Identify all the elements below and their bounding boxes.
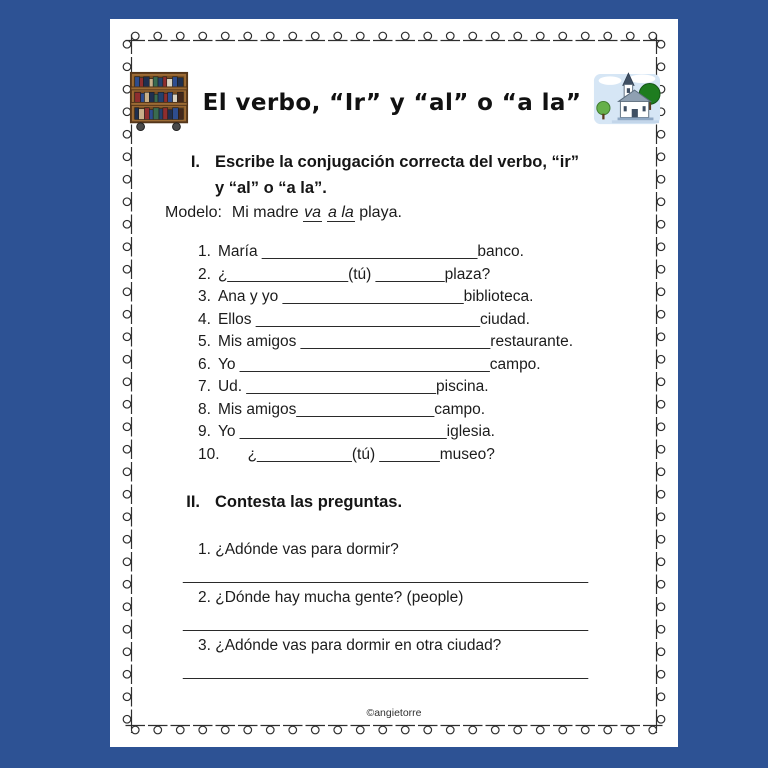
fill-in-item: 7. Ud. ______________________piscina.: [198, 378, 489, 395]
item-blank: _____________________________: [239, 355, 490, 373]
fill-in-item: 10. ¿___________(tú) _______museo?: [198, 445, 495, 463]
question-text: ¿Adónde vas para dormir en otra ciudad?: [215, 637, 502, 654]
footer-credit: ©angietorre: [366, 707, 422, 719]
question-text: ¿Adónde vas para dormir?: [215, 541, 399, 558]
fill-in-item: 6. Yo _____________________________campo.: [198, 355, 541, 373]
fill-in-list: [198, 241, 678, 466]
item-blank: ______________________: [300, 333, 491, 350]
fill-in-item: 8. Mis amigos________________campo.: [198, 400, 486, 418]
answer-line: _______________________________________________: [183, 615, 589, 632]
question-text: ¿Dónde hay mucha gente? (people): [215, 589, 464, 606]
answer-line: _______________________________________________: [183, 663, 589, 680]
worksheet-page: [110, 19, 678, 747]
answer-line: _______________________________________________: [183, 567, 589, 584]
item-blank: ___________: [257, 445, 352, 463]
question-item: 2. ¿Dónde hay mucha gente? (people) _______________________________________________: [198, 587, 678, 635]
section-2-instructions: Contesta las preguntas.: [215, 493, 403, 511]
title-row: [110, 69, 678, 137]
item-blank: ______________________: [246, 378, 437, 395]
question-list: [110, 539, 678, 683]
worksheet-content: [110, 19, 678, 747]
bookshelf-icon: [127, 70, 191, 137]
fill-in-item: 9. Yo ________________________iglesia.: [198, 423, 495, 440]
section-2-heading: [164, 489, 678, 515]
model-sentence: [165, 202, 678, 224]
section-1-instructions: Escribe la conjugación correcta del verbo, “ir” y “al” o “a la”.: [215, 153, 580, 197]
model-before: Mi madre: [231, 204, 299, 221]
church-icon: [593, 72, 661, 134]
item-blank: ________________________: [239, 423, 447, 440]
item-blank: _________________________: [261, 243, 478, 260]
question-item: 1. ¿Adónde vas para dormir? _______________________________________________: [198, 539, 678, 587]
model-after: playa.: [359, 204, 402, 221]
fill-in-item: 4. Ellos __________________________ciudad.: [198, 310, 530, 328]
model-answer-article: a la: [327, 204, 354, 221]
item-blank: __________________________: [255, 310, 480, 328]
model-label: Modelo:: [165, 204, 222, 221]
fill-in-item: 3. Ana y yo _____________________biblioteca.: [198, 288, 534, 305]
question-item: 3. ¿Adónde vas para dormir en otra ciudad? _______________________________________________: [198, 635, 678, 683]
item-blank: _____________________: [282, 288, 464, 305]
fill-in-item: 1. María _________________________banco.: [198, 243, 524, 260]
fill-in-item: 5. Mis amigos ______________________restaurante.: [198, 333, 573, 350]
item-blank: ________________: [296, 400, 435, 418]
page-title: El verbo, “Ir” y “al” o “a la”: [202, 90, 582, 116]
section-1-heading: [164, 149, 678, 201]
model-answer-verb: va: [304, 204, 321, 221]
fill-in-item: 2. ¿______________(tú) ________plaza?: [198, 265, 491, 283]
section-2-numeral: II.: [186, 493, 200, 511]
section-1-numeral: I.: [190, 153, 200, 171]
item-blank: ______________: [227, 265, 349, 283]
